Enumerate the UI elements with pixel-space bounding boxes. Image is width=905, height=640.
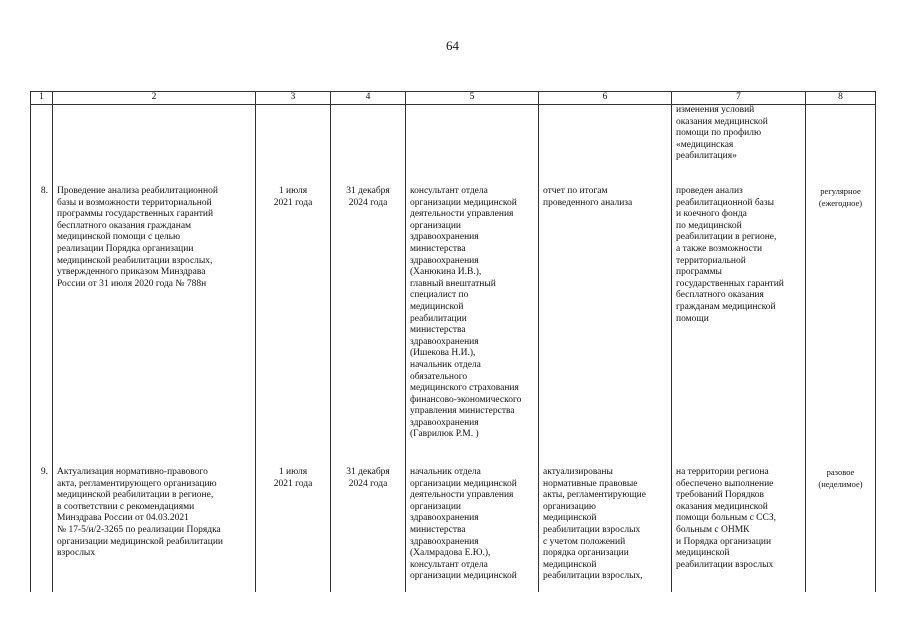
type-cell: разовое (неделимое)	[806, 464, 876, 592]
end-date-cell: 31 декабря 2024 года	[331, 183, 406, 464]
outcome-cell: проведен анализ реабилитационной базы и коечного фонда по медицинской реабилитации в регионе, а также возможности территориальной программы государственных гарантий бесплатного оказания гражданам медицинской помощи	[672, 183, 806, 464]
start-date-cell: 1 июля 2021 года	[256, 464, 331, 592]
column-number: 7	[672, 92, 806, 105]
start-date-cell: 1 июля 2021 года	[256, 183, 331, 464]
table-row	[31, 183, 876, 464]
result-cell: отчет по итогам проведенного анализа	[539, 183, 672, 464]
plan-table	[30, 91, 876, 592]
column-number: 3	[256, 92, 331, 105]
column-number: 2	[53, 92, 256, 105]
page-number: 64	[446, 38, 459, 53]
column-number: 5	[406, 92, 539, 105]
row-number: 9.	[31, 464, 53, 592]
table-row	[31, 464, 876, 592]
responsible-cell: консультант отдела организации медицинской деятельности управления организации здравоохранения министерства здравоохранения (Ханюкина И.В.), главный внештатный специалист по медицинской реабилитации министерства здравоохранения (Ишекова Н.И.), начальник отдела обязательного медицинского страхования финансово-экономического управления министерства здравоохранения (Гаврилюк Р.М. )	[406, 183, 539, 464]
responsible-cell: начальник отдела организации медицинской деятельности управления организации здравоохранения министерства здравоохранения (Халмрадова Е.Ю.), консультант отдела организации медицинской	[406, 464, 539, 592]
outcome-cell: на территории региона обеспечено выполнение требований Порядков оказания медицинской помощи больным с ССЗ, больным с ОНМК и Порядка организации медицинской реабилитации взрослых	[672, 464, 806, 592]
type-cell: регулярное (ежегодное)	[806, 183, 876, 464]
column-number: 8	[806, 92, 876, 105]
action-cell: Проведение анализа реабилитационной базы и возможности территориальной программы государственных гарантий бесплатного оказания гражданам медицинской помощи с целью реализации Порядка организации медицинской реабилитации взрослых, утвержденного приказом Минздрава России от 31 июля 2020 года № 788н	[53, 183, 256, 464]
action-cell: Актуализация нормативно-правового акта, регламентирующего организацию медицинской реабилитации в регионе, в соответствии с рекомендациями Минздрава России от 04.03.2021 № 17-5/и/2-3265 по реализации Порядка организации медицинской реабилитации взрослых	[53, 464, 256, 592]
column-number-header-row	[31, 92, 876, 105]
outcome-cell: изменения условий оказания медицинской помощи по профилю «медицинская реабилитация»	[672, 105, 806, 184]
end-date-cell: 31 декабря 2024 года	[331, 464, 406, 592]
column-number: 1	[31, 92, 53, 105]
row-number: 8.	[31, 183, 53, 464]
result-cell: актуализированы нормативные правовые акты, регламентирующие организацию медицинской реабилитации взрослых с учетом положений порядка организации медицинской реабилитации взрослых,	[539, 464, 672, 592]
continuation-row	[31, 105, 876, 184]
column-number: 4	[331, 92, 406, 105]
column-number: 6	[539, 92, 672, 105]
